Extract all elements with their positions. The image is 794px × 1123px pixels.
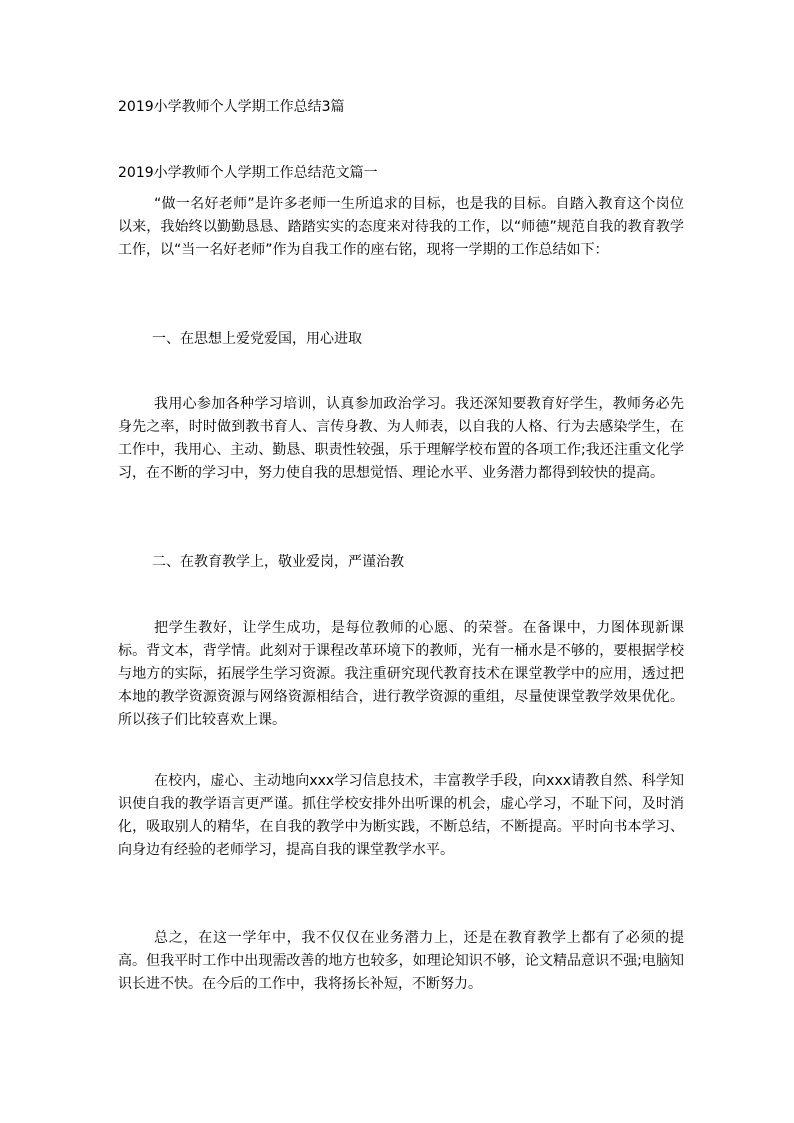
document-title: 2019小学教师个人学期工作总结3篇	[118, 99, 345, 115]
section-heading-2: 二、在教育教学上，敬业爱岗，严谨治教	[152, 554, 404, 570]
section-subtitle: 2019小学教师个人学期工作总结范文篇一	[118, 165, 378, 181]
section-1-paragraph: 我用心参加各种学习培训，认真参加政治学习。我还深知要教育好学生，教师务必先身先之率，时时做到教书育人、言传身教、为人师表，以自我的人格、行为去感染学生，在工作中，我用心、主动、勤恳、职责性较强，乐于理解学校布置的各项工作;我还注重文化学习，在不断的学习中，努力使自我的思想觉悟、理论水平、业务潜力都得到较快的提高。	[118, 396, 684, 481]
intro-paragraph: “做一名好老师”是许多老师一生所追求的目标，也是我的目标。自踏入教育这个岗位以来，我始终以勤勤恳恳、踏踏实实的态度来对待我的工作，以“师德”规范自我的教育教学工作，以“当一名好老师”作为自我工作的座右铭，现将一学期的工作总结如下：	[118, 196, 684, 258]
conclusion-paragraph: 总之，在这一学年中，我不仅仅在业务潜力上，还是在教育教学上都有了必须的提高。但我平时工作中出现需改善的地方也较多，如理论知识不够，论文精品意识不强;电脑知识长进不快。在今后的工作中，我将扬长补短，不断努力。	[118, 930, 684, 992]
section-heading-1: 一、在思想上爱党爱国，用心进取	[152, 331, 362, 347]
section-2-paragraph-1: 把学生教好，让学生成功，是每位教师的心愿、的荣誉。在备课中，力图体现新课标。背文本，背学情。此刻对于课程改革环境下的教师，光有一桶水是不够的，要根据学校与地方的实际，拓展学生学习资源。我注重研究现代教育技术在课堂教学中的应用，透过把本地的教学资源资源与网络资源相结合，进行教学资源的重组，尽量使课堂教学效果优化。所以孩子们比较喜欢上课。	[118, 620, 684, 728]
section-2-paragraph-2: 在校内，虚心、主动地向xxx学习信息技术，丰富教学手段，向xxx请教自然、科学知识使自我的教学语言更严谨。抓住学校安排外出听课的机会，虚心学习，不耻下问，及时消化，吸取别人的精华，在自我的教学中为断实践，不断总结，不断提高。平时向书本学习、向身边有经验的老师学习，提高自我的课堂教学水平。	[118, 773, 684, 858]
